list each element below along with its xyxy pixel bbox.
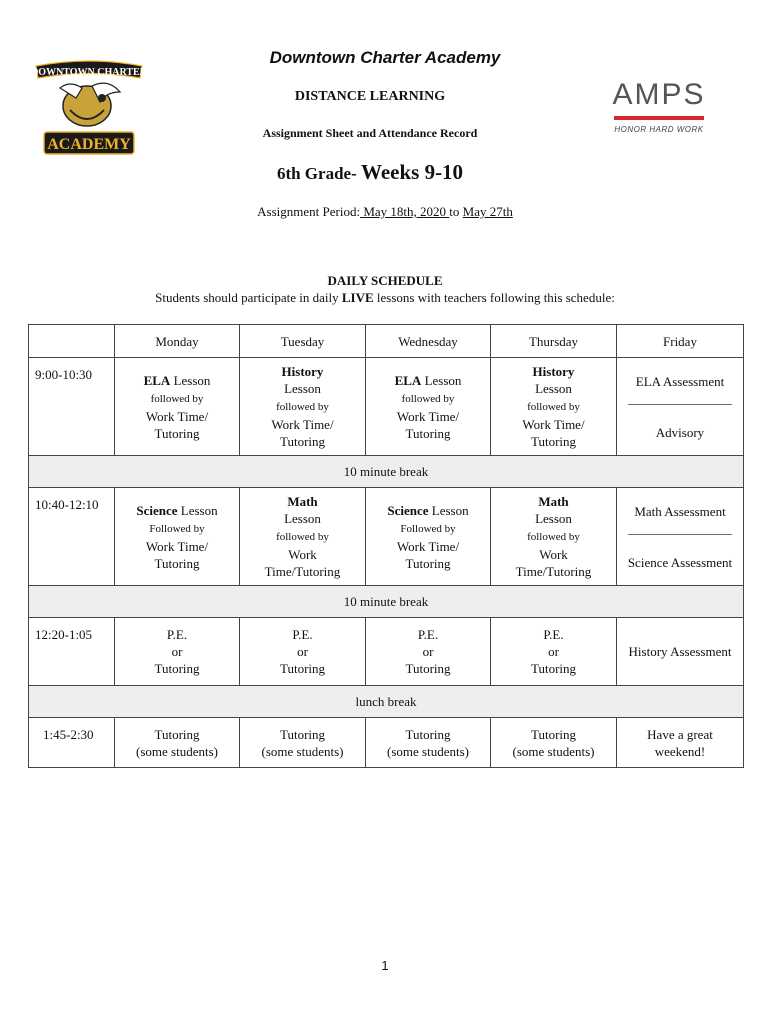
day-header: Monday [115,325,240,358]
friday-cell: Math Assessment ________________ Science Assessment [617,488,744,586]
period-label: Assignment Period: [257,204,361,219]
downtown-charter-academy-logo [30,58,148,158]
tutoring-cell: Tutoring (some students) [491,718,617,768]
break-label: 10 minute break [29,586,744,618]
day-header: Thursday [491,325,617,358]
pe-cell: P.E. or Tutoring [115,618,240,686]
period-to: to [449,204,460,219]
page-number: 1 [381,958,389,973]
table-row [29,488,744,586]
grade-weeks: Weeks 9-10 [360,160,464,184]
daily-schedule-table [28,324,744,768]
break-row [29,586,744,618]
table-row [29,618,744,686]
friday-cell: Have a great weekend! [617,718,744,768]
logo-top-text: DOWNTOWN CHARTER [31,67,147,78]
day-header: Friday [617,325,744,358]
pe-cell: P.E. or Tutoring [240,618,366,686]
time-cell: 12:20-1:05 [29,618,115,686]
schedule-title: DAILY SCHEDULE [327,273,443,288]
amps-logo-tagline: HONOR HARD WORK [614,125,704,134]
school-name: Downtown Charter Academy [269,48,501,67]
period-start: May 18th, 2020 [363,204,447,219]
lunch-row [29,686,744,718]
logo-bottom-text: ACADEMY [47,136,131,153]
time-cell: 1:45-2:30 [29,718,115,768]
table-header-row [29,325,744,358]
lesson-cell: ELA Lesson followed by Work Time/ Tutoring [366,358,491,456]
table-row [29,358,744,456]
lesson-cell: Science Lesson Followed by Work Time/ Tutoring [366,488,491,586]
tutoring-cell: Tutoring (some students) [115,718,240,768]
grade-prefix: 6th Grade- [276,164,357,183]
grade-heading [0,160,740,185]
time-cell: 9:00-10:30 [29,358,115,456]
time-cell: 10:40-12:10 [29,488,115,586]
friday-cell: History Assessment [617,618,744,686]
lesson-cell: ELA Lesson followed by Work Time/ Tutoring [115,358,240,456]
amps-logo-word: AMPS [612,78,706,111]
tutoring-cell: Tutoring (some students) [366,718,491,768]
lunch-label: lunch break [29,686,744,718]
amps-logo-bar [614,116,704,120]
lesson-cell: Math Lesson followed by Work Time/Tutoring [491,488,617,586]
tutoring-cell: Tutoring (some students) [240,718,366,768]
lesson-cell: Math Lesson followed by Work Time/Tutoring [240,488,366,586]
header-empty-cell [29,325,115,358]
friday-cell: ELA Assessment ________________ Advisory [617,358,744,456]
day-header: Tuesday [240,325,366,358]
day-header: Wednesday [366,325,491,358]
period-end: May 27th [462,204,513,219]
break-label: 10 minute break [29,456,744,488]
assignment-period [0,204,770,220]
pe-cell: P.E. or Tutoring [366,618,491,686]
lesson-cell: History Lesson followed by Work Time/ Tutoring [491,358,617,456]
break-row [29,456,744,488]
pe-cell: P.E. or Tutoring [491,618,617,686]
lesson-cell: History Lesson followed by Work Time/ Tutoring [240,358,366,456]
lesson-cell: Science Lesson Followed by Work Time/ Tutoring [115,488,240,586]
document-subtitle: Assignment Sheet and Attendance Record [262,126,478,140]
schedule-note: Students should participate in daily LIVE lessons with teachers following this schedule: [155,290,615,305]
document-title: DISTANCE LEARNING [294,89,446,104]
table-row [29,718,744,768]
